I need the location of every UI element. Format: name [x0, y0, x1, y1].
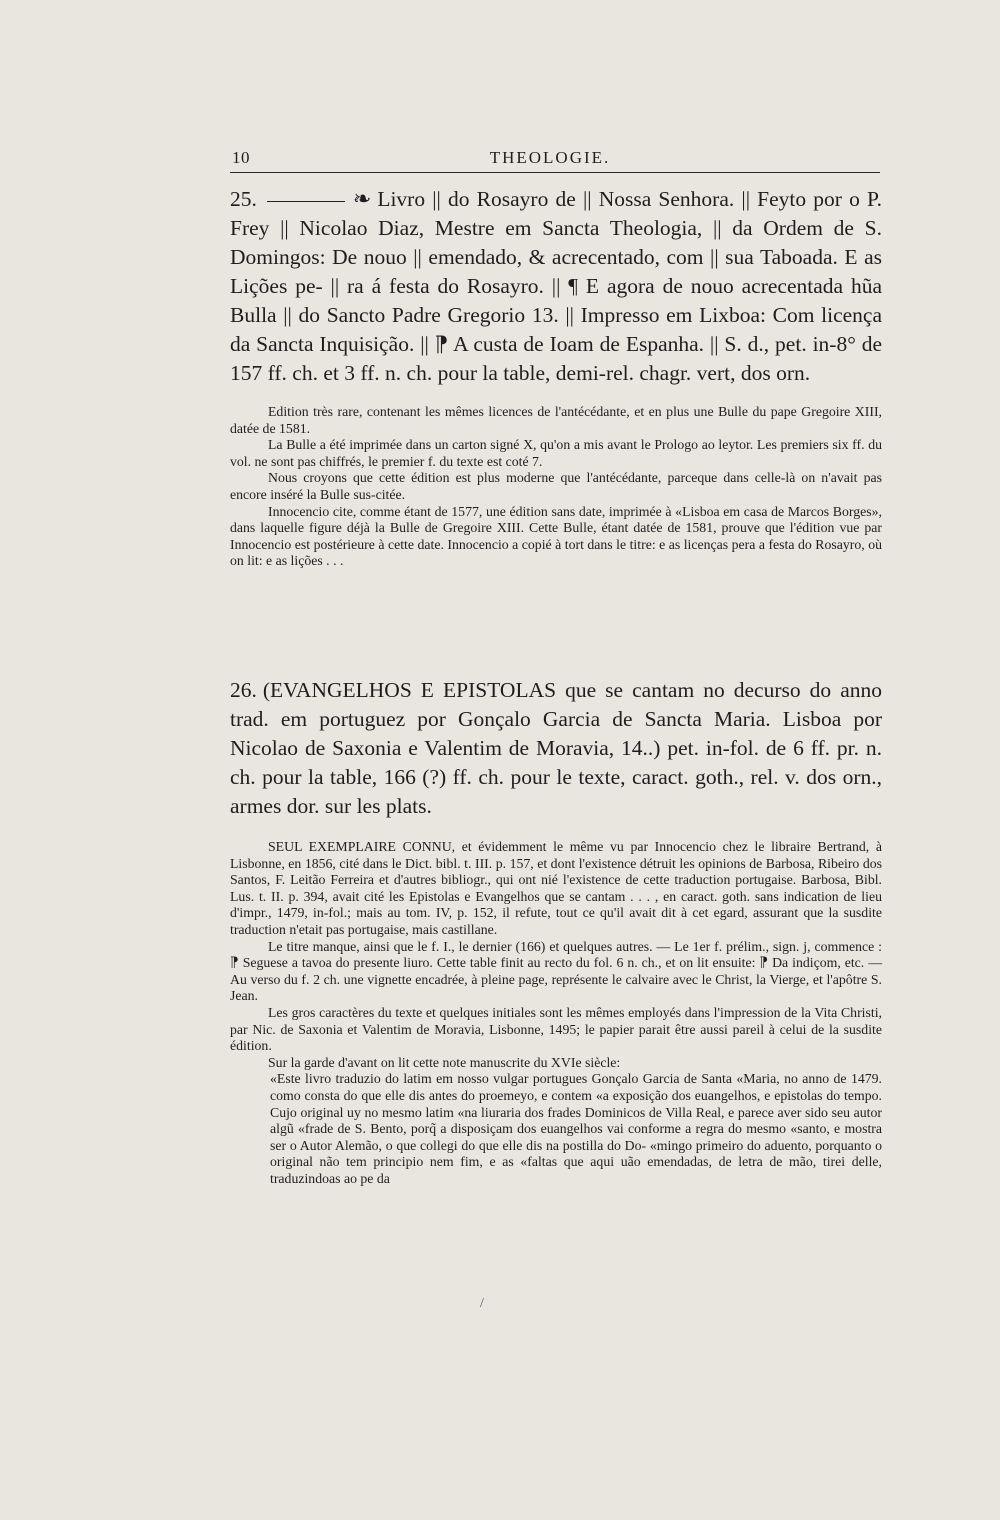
stray-mark: /: [480, 1296, 484, 1311]
note-paragraph: SEUL EXEMPLAIRE CONNU, et évidemment le même vu par Innocencio chez le libraire Bertrand, à Lisbonne, en 1856, cité dans le Dict. bibl. t. III. p. 157, et dont l'existence détruit les opinions de Barbosa, Ribeiro dos Santos, F. Leitão Ferreira et d'autres bibliogr., qui ont nié l'existence de cette traduction portugaise. Barbosa, Bibl. Lus. t. II. p. 394, avait cité les Epistolas e Evangelhos que se cantam . . . , en caract. goth. sans indication de lieu d'impr., 1479, in-fol.; mais au tom. IV, p. 152, il refute, tout ce qu'il avait dit à cet egard, assurant que la susdite traduction n'etait pas portugaise, mais castillane.: [230, 839, 882, 937]
note-paragraph: La Bulle a été imprimée dans un carton signé X, qu'on a mis avant le Prologo ao leytor. Les premiers six ff. du vol. ne sont pas chiffrés, le premier f. du texte est coté 7.: [230, 437, 882, 469]
entry-25-notes: [230, 404, 882, 570]
page-number: 10: [232, 148, 250, 167]
entry-25-title: [230, 184, 882, 388]
entry-25-head-text: Livro || do Rosayro de || Nossa Senhora. || Feyto por o P. Frey || Nicolao Diaz, Mestre em Sancta Theologia, || da Ordem de S. Domingos: De nouo || emendado, & acrecentado, com || sua Taboada. E as Lições pe- || ra á festa do Rosayro. || ¶ E agora de nouo acrecentada hũa Bulla || do Sancto Padre Gregorio 13. || Impresso em Lixboa: Com licença da Sancta Inquisição. || ⁋ A custa de Ioam de Espanha. || S. d., pet. in-8° de 157 ff. ch. et 3 ff. n. ch. pour la table, demi-rel. chagr. vert, dos orn.: [230, 187, 882, 385]
entry-25: [230, 184, 882, 570]
entry-26-title: [230, 676, 882, 821]
section-title: THEOLOGIE.: [489, 148, 611, 167]
entry-number: 25.: [230, 187, 257, 211]
entry-number: 26.: [230, 678, 257, 702]
entry-26-head-text: (EVANGELHOS E EPISTOLAS que se cantam no decurso do anno trad. em portuguez por Gonçalo Garcia de Sancta Maria. Lisboa por Nicolao de Saxonia e Valentim de Moravia, 14..) pet. in-fol. de 6 ff. pr. n. ch. pour la table, 166 (?) ff. ch. pour le texte, caract. goth., rel. v. dos orn., armes dor. sur les plats.: [230, 678, 882, 818]
note-paragraph: Sur la garde d'avant on lit cette note manuscrite du XVIe siècle:: [268, 1054, 621, 1070]
note-paragraph: Les gros caractères du texte et quelques initiales sont les mêmes employés dans l'impression de la Vita Christi, par Nic. de Saxonia et Valentim de Moravia, Lisbonne, 1495; le papier parait être aussi pareil à celui de la susdite édition.: [230, 1004, 882, 1054]
fleuron-icon: ❧: [352, 186, 372, 211]
note-paragraph: Edition très rare, contenant les mêmes licences de l'antécédante, et en plus une Bulle du pape Gregoire XIII, datée de 1581.: [230, 404, 882, 436]
note-paragraph: Innocencio cite, comme étant de 1577, une édition sans date, imprimée à «Lisboa em casa de Marcos Borges», dans laquelle figure déjà la Bulle de Gregoire XIII. Cette Bulle, étant datée de 1581, prouve que l'édition vue par Innocencio est postérieure à cette date. Innocencio a copié à tort dans le titre: e as licenças pera a festa do Rosayro, où on lit: e as lições . . .: [230, 503, 882, 569]
entry-26-notes: [230, 839, 882, 1187]
dash-rule: [267, 201, 345, 202]
running-head: [230, 146, 880, 170]
note-paragraph: Le titre manque, ainsi que le f. I., le dernier (166) et quelques autres. — Le 1er f. prélim., sign. j, commence : ⁋ Seguese a tavoa do presente liuro. Cette table finit au recto du fol. 6 n. ch., et on lit ensuite: ⁋ Da indiçom, etc. — Au verso du f. 2 ch. une vignette encadrée, à pleine page, représente le calvaire avec le Christ, la Vierge, et l'apôtre S. Jean.: [230, 938, 882, 1004]
header-rule: [230, 172, 880, 173]
note-paragraph: Nous croyons que cette édition est plus moderne que l'antécédante, parceque dans celle-là on n'avait pas encore inséré la Bulle sus-citée.: [230, 470, 882, 502]
manuscript-quote: «Este livro traduzio do latim em nosso vulgar portugues Gonçalo Garcia de Santa «Maria, no anno de 1479. como consta do que elle dis antes do proemeyo, e contem «a exposição dos euangelhos, e epistolas do tempo. Cujo original uy no mesmo latim «na liuraria dos frades Dominicos de Villa Real, e parece aver sido seu autor algũ «frade de S. Bento, porq̃ a disposiçam dos euangelhos vai conforme a regra do mesmo «santo, e mostra ser o Autor Alemão, o que collegi do que elle dis na postilla do Do- «mingo primeiro do aduento, porquanto o original não tem principio nem fim, e as «faltas que aqui uão emendadas, de letra de mão, tirei delle, traduzindoas ao pe da: [270, 1071, 882, 1186]
entry-26: [230, 676, 882, 1187]
